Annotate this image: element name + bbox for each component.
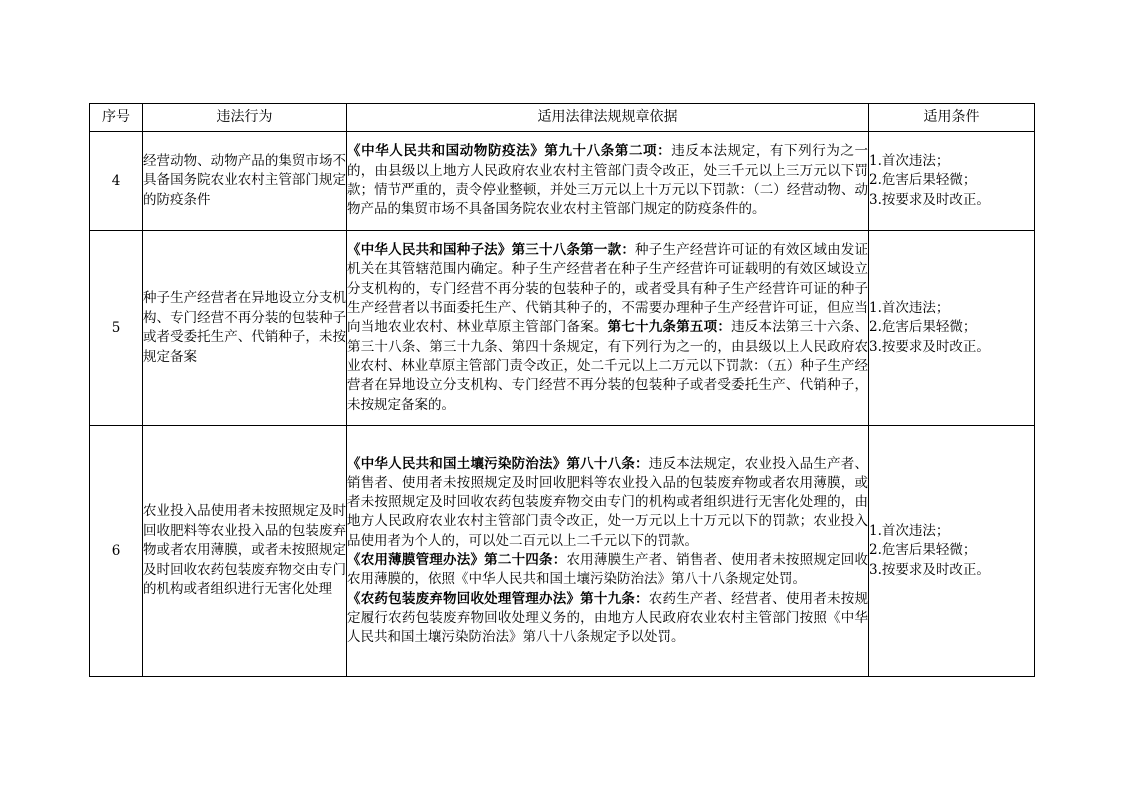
row-conditions <box>869 132 1035 231</box>
law-clause-text: 违反本法第三十六条、第三十八条、第三十九条、第四十条规定，有下列行为之一的，由县级以上人民政府农业农村、林业草原主管部门责令改正，处二千元以上二万元以下罚款：（五）种子生产经营者在异地设立分支机构、专门经营不再分装的包装种子或者受委托生产、代销种子，未按规定备案的。 <box>347 319 869 413</box>
condition-item: 2.危害后果轻微； <box>869 172 977 189</box>
row-legal-basis <box>347 231 869 426</box>
law-clause <box>347 142 868 219</box>
law-clause <box>347 241 868 415</box>
law-clause-text: 违反本法规定，农业投入品生产者、销售者、使用者未按照规定及时回收肥料等农业投入品的包装废弃物或者农用薄膜，或者未按照规定及时回收农药包装废弃物交由专门的机构或者组织进行无害化处理的，由地方人民政府农业农村主管部门责令改正，处一万元以上十万元以下的罚款；农业投入品使用者为个人的，可以处二百元以上二千元以下的罚款。 <box>347 455 869 549</box>
row-seq: 5 <box>90 231 143 426</box>
law-clause-title: 《农用薄膜管理办法》第二十四条： <box>347 552 567 568</box>
header-law: 适用法律法规规章依据 <box>347 104 869 132</box>
header-seq: 序号 <box>90 104 143 132</box>
penalty-table <box>89 103 1035 677</box>
law-clause <box>347 551 868 590</box>
condition-item: 1.首次违法； <box>869 152 950 169</box>
condition-item: 2.危害后果轻微； <box>869 319 977 336</box>
header-act: 违法行为 <box>143 104 347 132</box>
law-clause-title: 《中华人民共和国种子法》第三十八条第一款： <box>347 242 636 259</box>
law-clause <box>347 455 868 551</box>
row-violation: 农业投入品使用者未按照规定及时回收肥料等农业投入品的包装废弃物或者农用薄膜，或者未按照规定及时回收农药包装废弃物交由专门的机构或者组织进行无害化处理 <box>143 426 347 677</box>
condition-item: 1.首次违法； <box>869 299 950 316</box>
row-legal-basis <box>347 132 869 231</box>
law-clause-title: 第七十九条第五项： <box>607 319 732 336</box>
law-clause-title: 《中华人民共和国动物防疫法》第九十八条第二项： <box>347 143 672 160</box>
law-clause-title: 《农药包装废弃物回收处理管理办法》第十九条： <box>347 590 649 607</box>
table-header-row <box>90 104 1035 132</box>
condition-item: 2.危害后果轻微； <box>869 542 977 559</box>
row-legal-basis <box>347 426 869 677</box>
condition-item: 3.按要求及时改正。 <box>869 338 990 355</box>
law-clause <box>347 590 868 648</box>
table-row <box>90 231 1035 426</box>
law-clause-title: 《中华人民共和国土壤污染防治法》第八十八条： <box>347 455 649 472</box>
header-cond: 适用条件 <box>869 104 1035 132</box>
row-violation: 经营动物、动物产品的集贸市场不具备国务院农业农村主管部门规定的防疫条件 <box>143 132 347 231</box>
condition-item: 3.按要求及时改正。 <box>869 191 990 208</box>
row-seq: 4 <box>90 132 143 231</box>
law-clause-text: 农药生产者、经营者、使用者未按规定履行农药包装废弃物回收处理义务的，由地方人民政府农业农村主管部门按照《中华人民共和国土壤污染防治法》第八十八条规定予以处罚。 <box>347 590 869 646</box>
row-seq: 6 <box>90 426 143 677</box>
table-row <box>90 132 1035 231</box>
table-row <box>90 426 1035 677</box>
law-clause-text: 违反本法规定，有下列行为之一的，由县级以上地方人民政府农业农村主管部门责令改正，处三千元以上三万元以下罚款；情节严重的，责令停业整顿，并处三万元以上十万元以下罚款：（二）经营动物、动物产品的集贸市场不具备国务院农业农村主管部门规定的防疫条件的。 <box>347 143 869 218</box>
row-violation: 种子生产经营者在异地设立分支机构、专门经营不再分装的包装种子或者受委托生产、代销种子，未按规定备案 <box>143 231 347 426</box>
row-conditions <box>869 426 1035 677</box>
row-conditions <box>869 231 1035 426</box>
law-clause-text: 种子生产经营许可证的有效区域由发证机关在其管辖范围内确定。种子生产经营者在种子生产经营许可证载明的有效区域设立分支机构的，专门经营不再分装的包装种子的，或者受具有种子生产经营许可证的种子生产经营者以书面委托生产、代销其种子的，不需要办理种子生产经营许可证，但应当向当地农业农村、林业草原主管部门备案。 <box>347 242 869 336</box>
law-clause-text: 农用薄膜生产者、销售者、使用者未按照规定回收农用薄膜的，依照《中华人民共和国土壤污染防治法》第八十八条规定处罚。 <box>347 552 869 588</box>
condition-item: 1.首次违法； <box>869 522 950 539</box>
condition-item: 3.按要求及时改正。 <box>869 561 990 578</box>
